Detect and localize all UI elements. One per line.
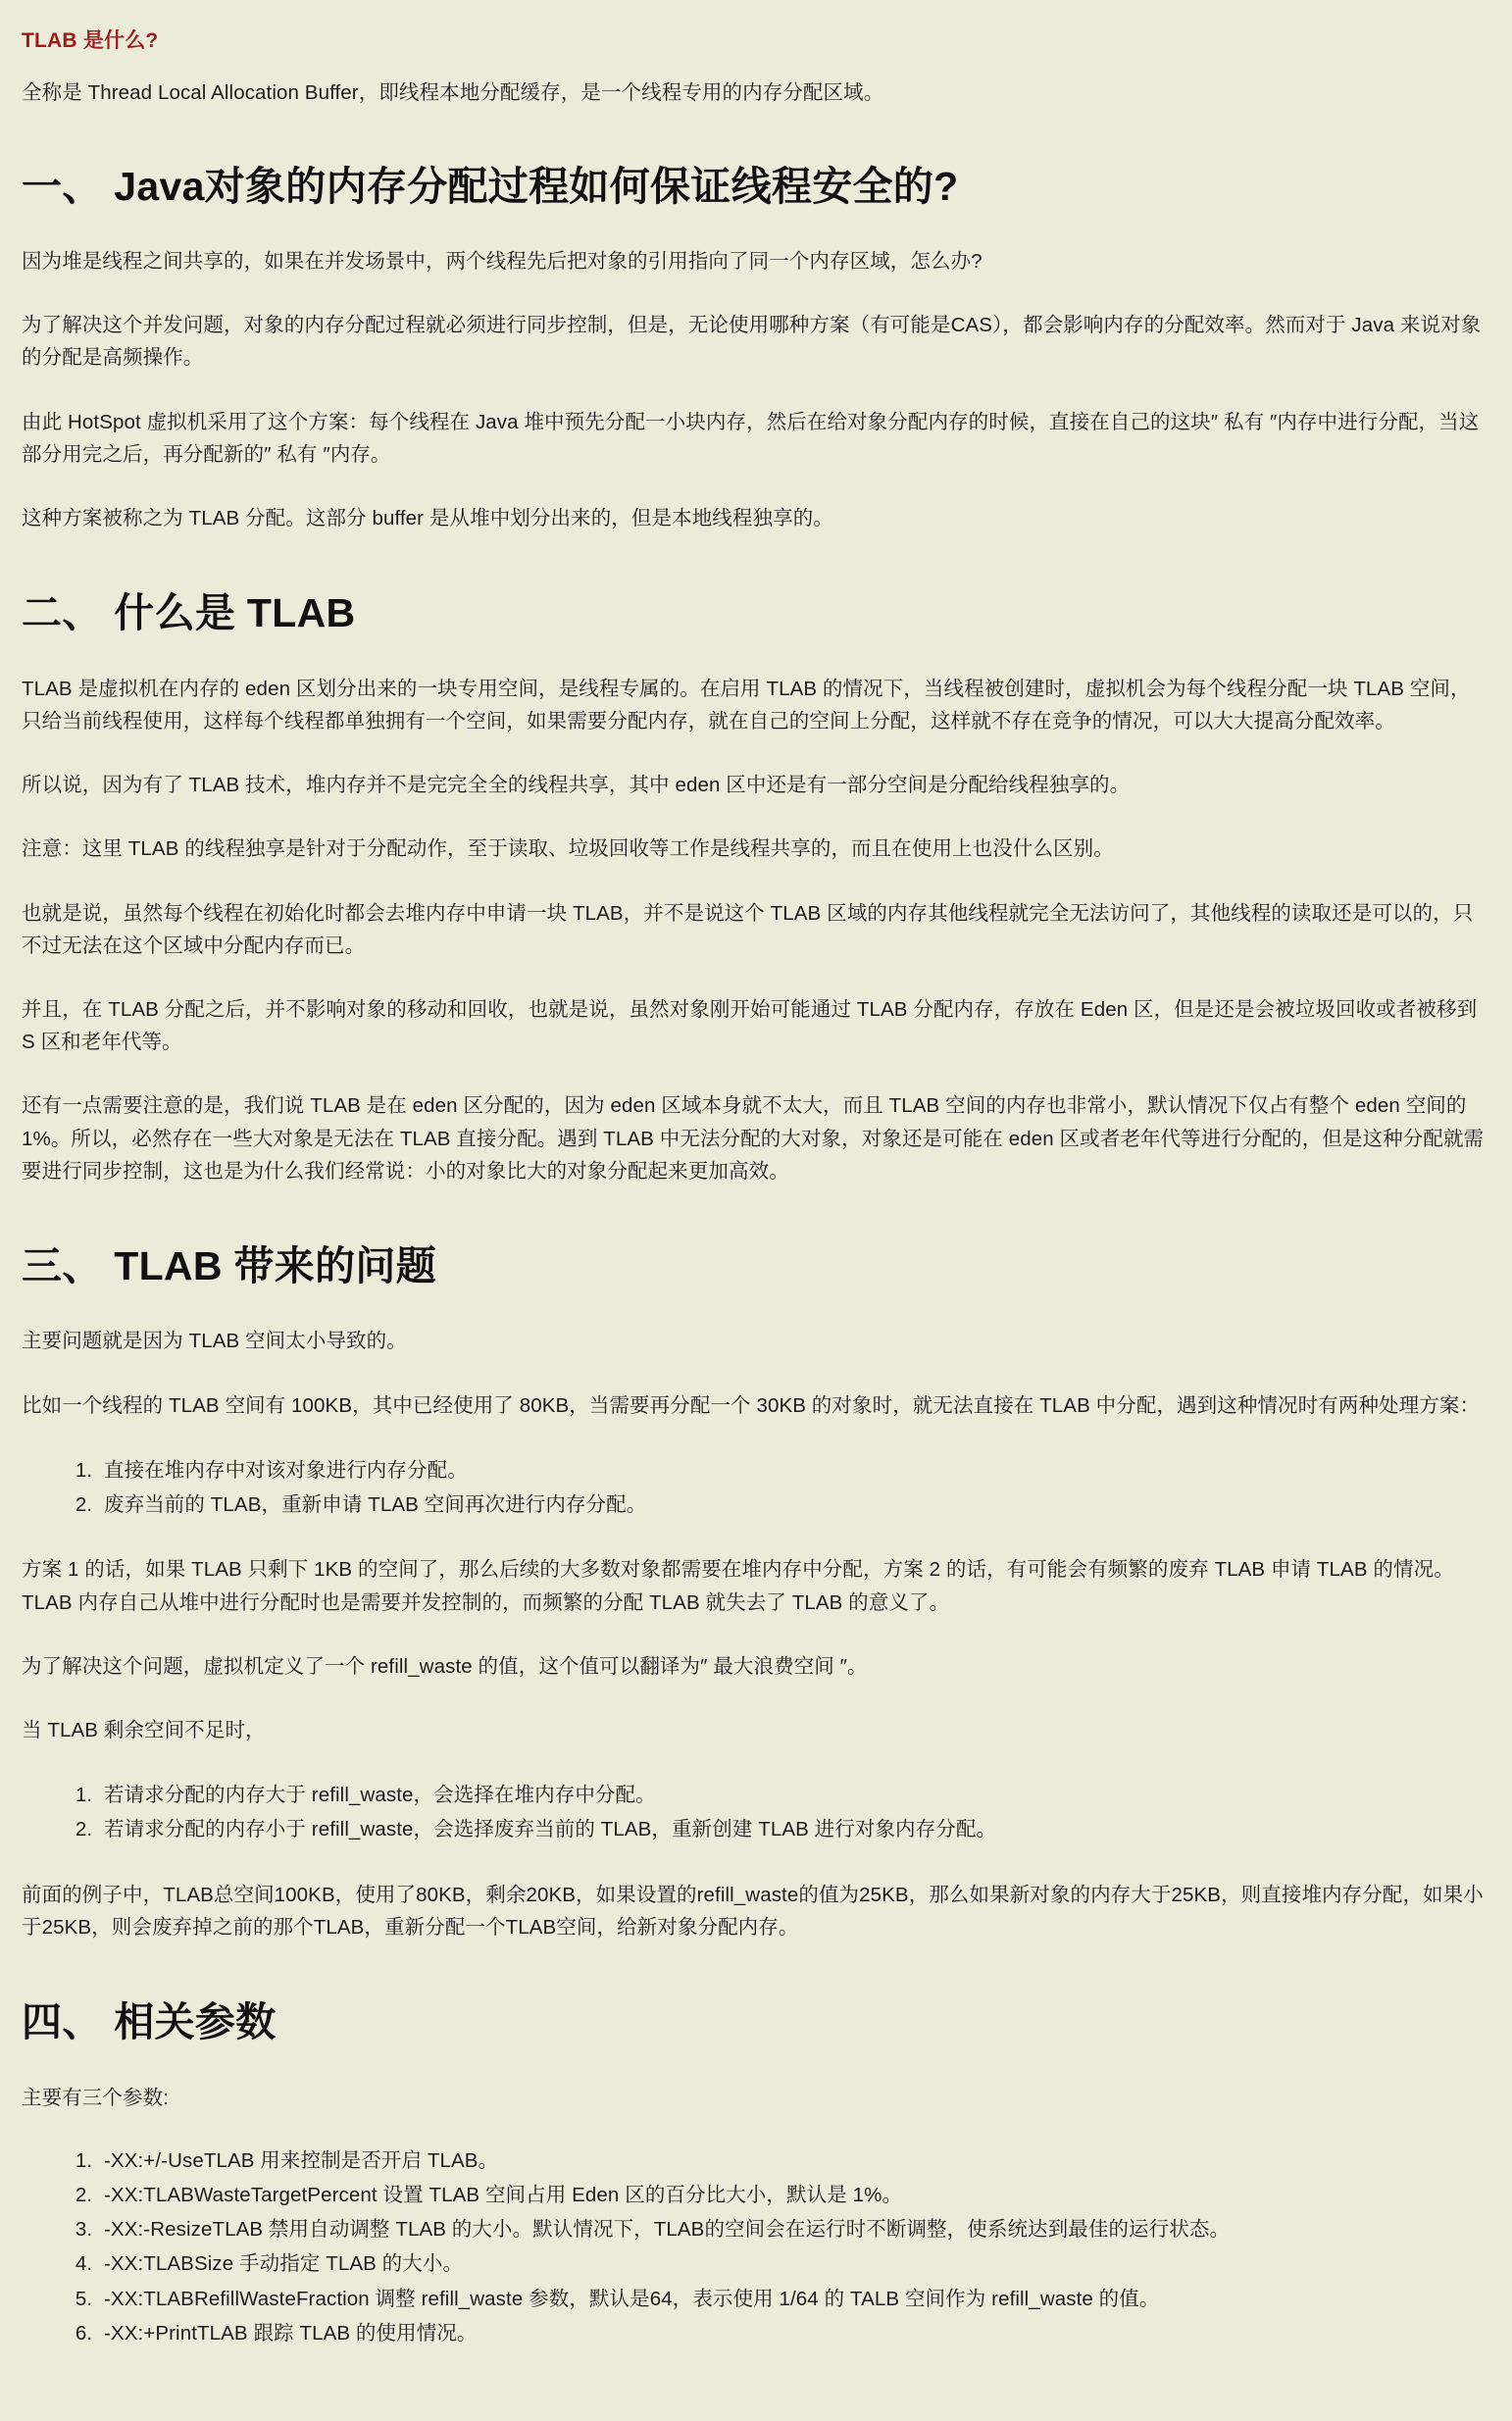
section-1-paragraph-3: 由此 HotSpot 虚拟机采用了这个方案：每个线程在 Java 堆中预先分配一小块内存，然后在给对象分配内存的时候，直接在自己的这块″ 私有 ″内存中进行分配，当这部分用完之后，再分配新的″ 私有 ″内存。 — [22, 410, 1480, 466]
section-2-paragraph-5: 并且，在 TLAB 分配之后，并不影响对象的移动和回收，也就是说，虽然对象刚开始可能通过 TLAB 分配内存，存放在 Eden 区，但是还是会被垃圾回收或者被移到 S 区和老年代等。 — [22, 997, 1478, 1054]
section-3-paragraph-1: 主要问题就是因为 TLAB 空间太小导致的。 — [22, 1330, 407, 1353]
section-3-paragraph-3: 方案 1 的话，如果 TLAB 只剩下 1KB 的空间了，那么后续的大多数对象都需要在堆内存中分配，方案 2 的话，有可能会有频繁的废弃 TLAB 申请 TLAB 的情况。TLAB 内存自己从堆中进行分配时也是需要并发控制的，而频繁的分配 TLAB 就失去了 TLAB 的意义了。 — [22, 1558, 1454, 1614]
list-item: 1. 若请求分配的内存大于 refill_waste，会选择在堆内存中分配。 — [98, 1778, 1490, 1812]
section-3-list-one — [22, 1453, 1490, 1523]
section-heading-3: 三、 TLAB 带来的问题 — [22, 1242, 436, 1288]
section-2-paragraph-3: 注意：这里 TLAB 的线程独享是针对于分配动作，至于读取、垃圾回收等工作是线程共享的，而且在使用上也没什么区别。 — [22, 837, 1114, 861]
section-1-paragraph-1: 因为堆是线程之间共享的，如果在并发场景中，两个线程先后把对象的引用指向了同一个内存区域，怎么办? — [22, 250, 983, 274]
section-2-paragraph-4: 也就是说，虽然每个线程在初始化时都会去堆内存中申请一块 TLAB，并不是说这个 TLAB 区域的内存其他线程就完全无法访问了，其他线程的读取还是可以的，只不过无法在这个区域中分配内存而已。 — [22, 901, 1474, 957]
section-1-paragraph-2: 为了解决这个并发问题，对象的内存分配过程就必须进行同步控制，但是，无论使用哪种方案（有可能是CAS），都会影响内存的分配效率。然而对于 Java 来说对象的分配是高频操作。 — [22, 314, 1482, 370]
section-heading-2: 二、 什么是 TLAB — [22, 590, 356, 636]
list-item: 5. -XX:TLABRefillWasteFraction 调整 refill_waste 参数，默认是64，表示使用 1/64 的 TALB 空间作为 refill_waste 的值。 — [98, 2282, 1490, 2316]
section-2-paragraph-2: 所以说，因为有了 TLAB 技术，堆内存并不是完完全全的线程共享，其中 eden 区中还是有一部分空间是分配给线程独享的。 — [22, 774, 1131, 797]
section-4-parameter-list — [22, 2144, 1490, 2351]
list-item: 2. 废弃当前的 TLAB，重新申请 TLAB 空间再次进行内存分配。 — [98, 1488, 1490, 1522]
section-3-paragraph-5: 当 TLAB 剩余空间不足时， — [22, 1718, 266, 1741]
lead-title: TLAB 是什么? — [22, 29, 159, 52]
section-2-paragraph-1: TLAB 是虚拟机在内存的 eden 区划分出来的一块专用空间，是线程专属的。在启用 TLAB 的情况下，当线程被创建时，虚拟机会为每个线程分配一块 TLAB 空间，只给当前线程使用，这样每个线程都单独拥有一个空间，如果需要分配内存，就在自己的空间上分配，这样就不存在竞争的情况，可以大大提高分配效率。 — [22, 677, 1471, 732]
list-item: 4. -XX:TLABSize 手动指定 TLAB 的大小。 — [98, 2246, 1490, 2281]
section-heading-4: 四、 相关参数 — [22, 1999, 277, 2045]
list-item: 2. -XX:TLABWasteTargetPercent 设置 TLAB 空间占用 Eden 区的百分比大小，默认是 1%。 — [98, 2178, 1490, 2212]
list-item: 2. 若请求分配的内存小于 refill_waste，会选择废弃当前的 TLAB，重新创建 TLAB 进行对象内存分配。 — [98, 1812, 1490, 1846]
section-3-paragraph-2: 比如一个线程的 TLAB 空间有 100KB，其中已经使用了 80KB，当需要再分配一个 30KB 的对象时，就无法直接在 TLAB 中分配，遇到这种情况时有两种处理方案： — [22, 1393, 1481, 1417]
section-3-paragraph-4: 为了解决这个问题，虚拟机定义了一个 refill_waste 的值，这个值可以翻译为″ 最大浪费空间 ″。 — [22, 1654, 868, 1678]
list-item: 1. 直接在堆内存中对该对象进行内存分配。 — [98, 1453, 1490, 1488]
lead-paragraph: 全称是 Thread Local Allocation Buffer，即线程本地分配缓存，是一个线程专用的内存分配区域。 — [22, 81, 884, 105]
section-2-paragraph-6: 还有一点需要注意的是，我们说 TLAB 是在 eden 区分配的，因为 eden 区域本身就不太大，而且 TLAB 空间的内存也非常小，默认情况下仅占有整个 eden 空间的 1%。所以，必然存在一些大对象是无法在 TLAB 直接分配。遇到 TLAB 中无法分配的大对象，对象还是可能在 eden 区或者老年代等进行分配的，但是这种分配就需要进行同步控制，这也是为什么我们经常说：小的对象比大的对象分配起来更加高效。 — [22, 1094, 1485, 1183]
section-1-paragraph-4: 这种方案被称之为 TLAB 分配。这部分 buffer 是从堆中划分出来的，但是本地线程独享的。 — [22, 507, 833, 530]
section-3-list-two — [22, 1778, 1490, 1847]
list-item: 1. -XX:+/-UseTLAB 用来控制是否开启 TLAB。 — [98, 2144, 1490, 2178]
section-3-paragraph-6: 前面的例子中，TLAB总空间100KB，使用了80KB，剩余20KB，如果设置的refill_waste的值为25KB，那么如果新对象的内存大于25KB，则直接堆内存分配，如果小于25KB，则会废弃掉之前的那个TLAB，重新分配一个TLAB空间，给新对象分配内存。 — [22, 1883, 1484, 1939]
list-item: 3. -XX:-ResizeTLAB 禁用自动调整 TLAB 的大小。默认情况下，TLAB的空间会在运行时不断调整，使系统达到最佳的运行状态。 — [98, 2212, 1490, 2246]
section-heading-1: 一、 Java对象的内存分配过程如何保证线程安全的? — [22, 163, 959, 209]
list-item: 6. -XX:+PrintTLAB 跟踪 TLAB 的使用情况。 — [98, 2316, 1490, 2350]
section-4-paragraph-1: 主要有三个参数: — [22, 2086, 169, 2109]
